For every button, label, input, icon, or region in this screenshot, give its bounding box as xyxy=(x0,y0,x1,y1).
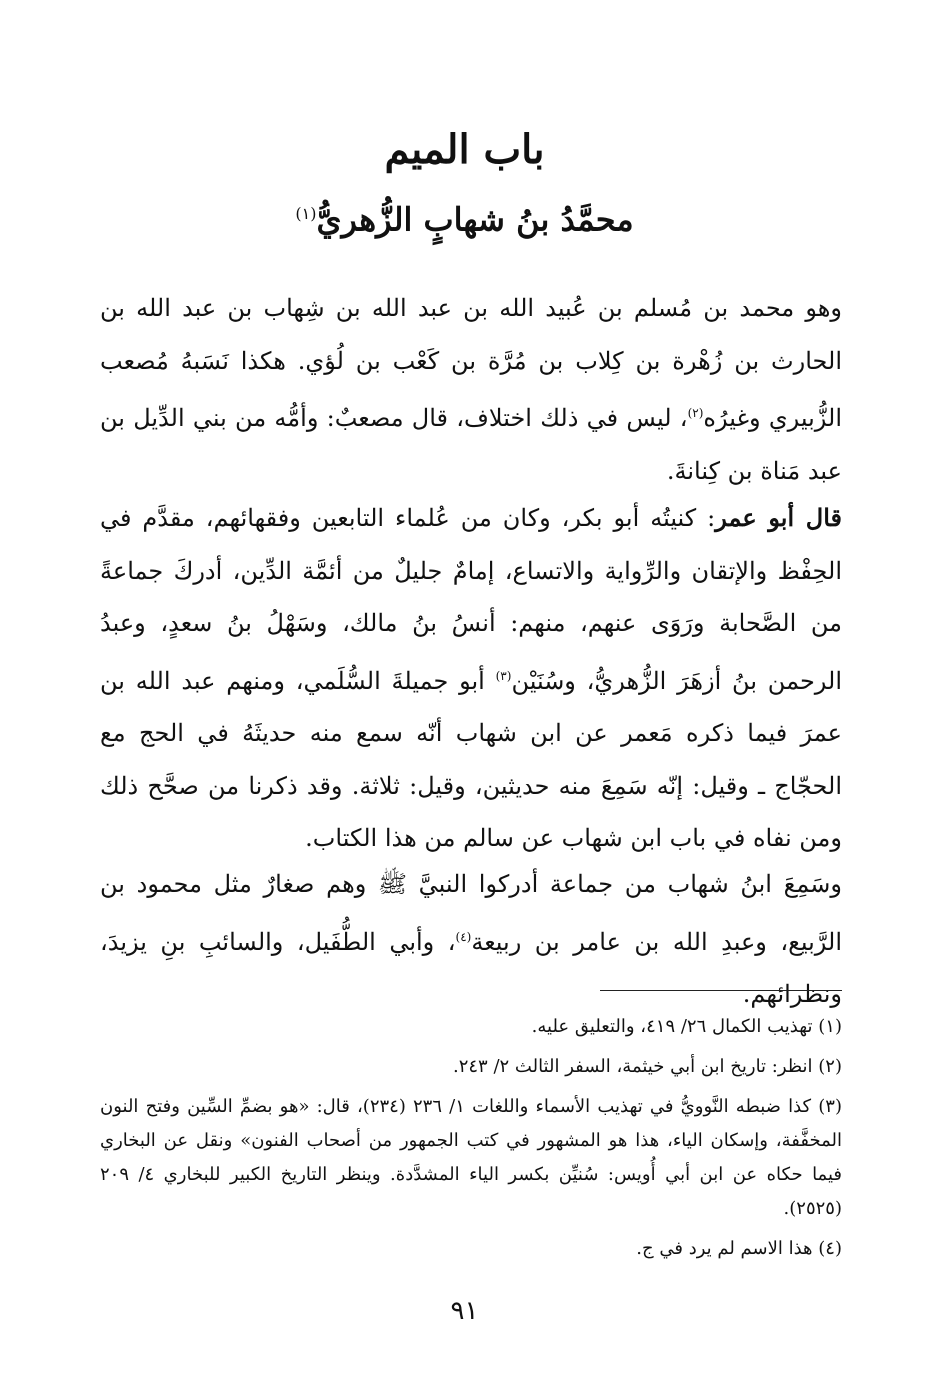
paragraph-abu-umar xyxy=(100,492,842,865)
footnote-1: (١) تهذيب الكمال ٢٦/ ٤١٩، والتعليق عليه. xyxy=(531,1016,842,1037)
person-name: محمَّدُ بنُ شهابٍ الزُّهريُّ xyxy=(316,200,634,239)
footnote-4: (٤) هذا الاسم لم يرد في ج. xyxy=(636,1238,842,1259)
paragraph-lineage xyxy=(100,282,842,497)
footnotes-section xyxy=(100,1010,842,1272)
footnote-ref: (٣) xyxy=(495,668,512,683)
person-title xyxy=(0,188,929,246)
paragraph-text: ، ليس في ذلك اختلاف، قال مصعبٌ: وأمُّه من بني الدِّيل بن عبد مَناة بن كِنانةَ. xyxy=(100,404,842,485)
paragraph-teachers xyxy=(100,858,842,1021)
paragraph-text: أبو جميلةَ السُّلَمي، ومنهم عبد الله بن عمرَ فيما ذكره مَعمر عن ابن شهاب أنّه سمع منه حديثَهُ في الحج مع الحجّاج ـ وقيل: إنّه سَمِعَ منه حديثين، وقيل: ثلاثة. وقد ذكرنا من صحَّح ذلك ومن نفاه في باب ابن شهاب عن سالم من هذا الكتاب. xyxy=(100,666,842,852)
footnote-2: (٢) انظر: تاريخ ابن أبي خيثمة، السفر الثالث ٢/ ٢٤٣. xyxy=(452,1056,842,1077)
paragraph-text: وسَمِعَ ابنُ شهاب من جماعة أدركوا النبيَّ ﷺ وهم صغارٌ مثل محمود بن الرَّبيع، وعبدِ الله بن عامر بن ربيعة xyxy=(100,870,842,956)
footnote-ref: (١) xyxy=(295,204,317,223)
chapter-title: باب الميم xyxy=(384,126,545,173)
paragraph-text: ، وأبي الطُّفَيل، والسائبِ بنِ يزيدَ، ونظرائهم. xyxy=(100,927,842,1008)
paragraph-text: وهو محمد بن مُسلم بن عُبيد الله بن عبد الله بن شِهاب بن عبد الله بن الحارث بن زُهْرة بن كِلاب بن مُرَّة بن كَعْب بن لُؤي. هكذا نَسَبهُ مُصعب الزُّبيري وغيرُه xyxy=(100,294,843,432)
paragraph-text: : كنيتُه أبو بكر، وكان من عُلماء التابعين وفقهائهم، مقدَّم في الحِفْظ والإتقان والرِّواية والاتساع، إمامٌ جليلٌ من أئمَّة الدِّين، أدركَ جماعةً من الصَّحابة ورَوَى عنهم، منهم: أنسُ بنُ مالك، وسَهْلُ بنُ سعدٍ، وعبدُ الرحمن بنُ أزهَرَ الزُّهريُّ، وسُنَيْن xyxy=(100,504,842,695)
footnote-ref: (٤) xyxy=(455,929,472,944)
paragraph-lead: قال أبو عمر xyxy=(715,503,843,532)
footnote-ref: (٢) xyxy=(687,406,704,420)
footnote-3: (٣) كذا ضبطه النَّوويُّ في تهذيب الأسماء واللغات ١/ ٢٣٦ (٢٣٤)، قال: «هو بضمِّ السِّين وفتح النون المخفَّفة، وإسكان الياء، هذا هو المشهور في كتب الجمهور من أصحاب الفنون» ونقل عن البخاري فيما حكاه عن ابن أبي أُويس: سُنيِّن بكسر الياء المشدَّدة. وينظر التاريخ الكبير للبخاري ٤/ ٢٠٩ (٢٥٢٥). xyxy=(100,1096,842,1219)
page-number: ٩١ xyxy=(450,1296,479,1326)
footnote-divider xyxy=(600,990,842,991)
